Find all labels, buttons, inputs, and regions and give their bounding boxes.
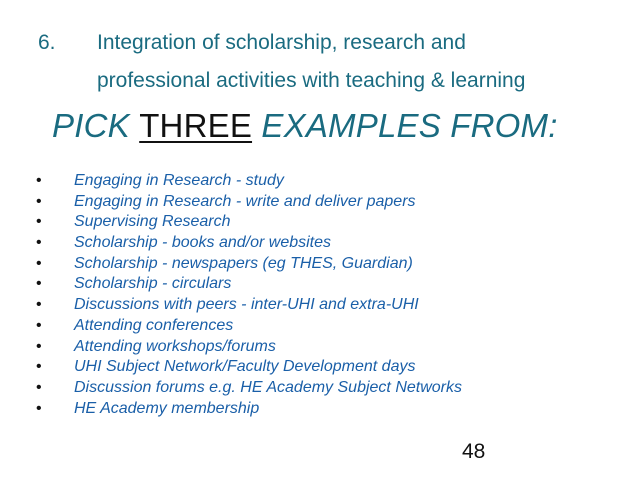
list-item-text: Scholarship - circulars: [74, 275, 232, 293]
list-item: [36, 358, 462, 379]
bullet-icon: •: [36, 234, 42, 252]
bullet-icon: •: [36, 254, 42, 272]
list-item: [36, 379, 462, 400]
list-item: [36, 234, 462, 255]
list-item: [36, 275, 462, 296]
bullet-icon: •: [36, 172, 42, 189]
examples-list: [36, 172, 462, 420]
list-item: [36, 338, 462, 359]
list-item-text: Scholarship - books and/or websites: [74, 234, 332, 252]
bullet-icon: •: [36, 358, 42, 376]
list-item-text: Engaging in Research - write and deliver papers: [74, 192, 416, 210]
list-item: [36, 317, 462, 338]
bullet-icon: •: [36, 337, 42, 355]
list-item-text: Attending workshops/forums: [74, 337, 276, 355]
section-heading-line-1: Integration of scholarship, research and: [97, 31, 466, 54]
list-item-text: Engaging in Research - study: [74, 172, 284, 189]
section-heading-line-2: professional activities with teaching & learning: [97, 69, 526, 92]
list-item: [36, 296, 462, 317]
list-item-text: HE Academy membership: [74, 399, 260, 417]
bullet-icon: •: [36, 192, 42, 210]
list-item-text: Discussion forums e.g. HE Academy Subject Networks: [74, 378, 462, 396]
list-item: [36, 213, 462, 234]
bullet-icon: •: [36, 378, 42, 396]
pick-title-suffix: EXAMPLES FROM:: [252, 107, 558, 144]
list-item-text: Supervising Research: [74, 213, 231, 231]
list-item: [36, 255, 462, 276]
bullet-icon: •: [36, 399, 42, 417]
list-item-text: Scholarship - newspapers (eg THES, Guardian): [74, 254, 413, 272]
bullet-icon: •: [36, 213, 42, 231]
list-item-text: Discussions with peers - inter-UHI and extra-UHI: [74, 296, 419, 314]
pick-title: [52, 107, 558, 145]
list-item-text: UHI Subject Network/Faculty Development days: [74, 358, 416, 376]
bullet-icon: •: [36, 275, 42, 293]
bullet-icon: •: [36, 316, 42, 334]
pick-title-emphasis: THREE: [139, 107, 253, 144]
section-number: 6.: [38, 31, 56, 54]
pick-title-prefix: PICK: [52, 107, 140, 144]
list-item: [36, 172, 462, 193]
list-item: [36, 400, 462, 421]
list-item: [36, 193, 462, 214]
list-item-text: Attending conferences: [74, 316, 234, 334]
bullet-icon: •: [36, 296, 42, 314]
page-number: 48: [462, 440, 486, 463]
